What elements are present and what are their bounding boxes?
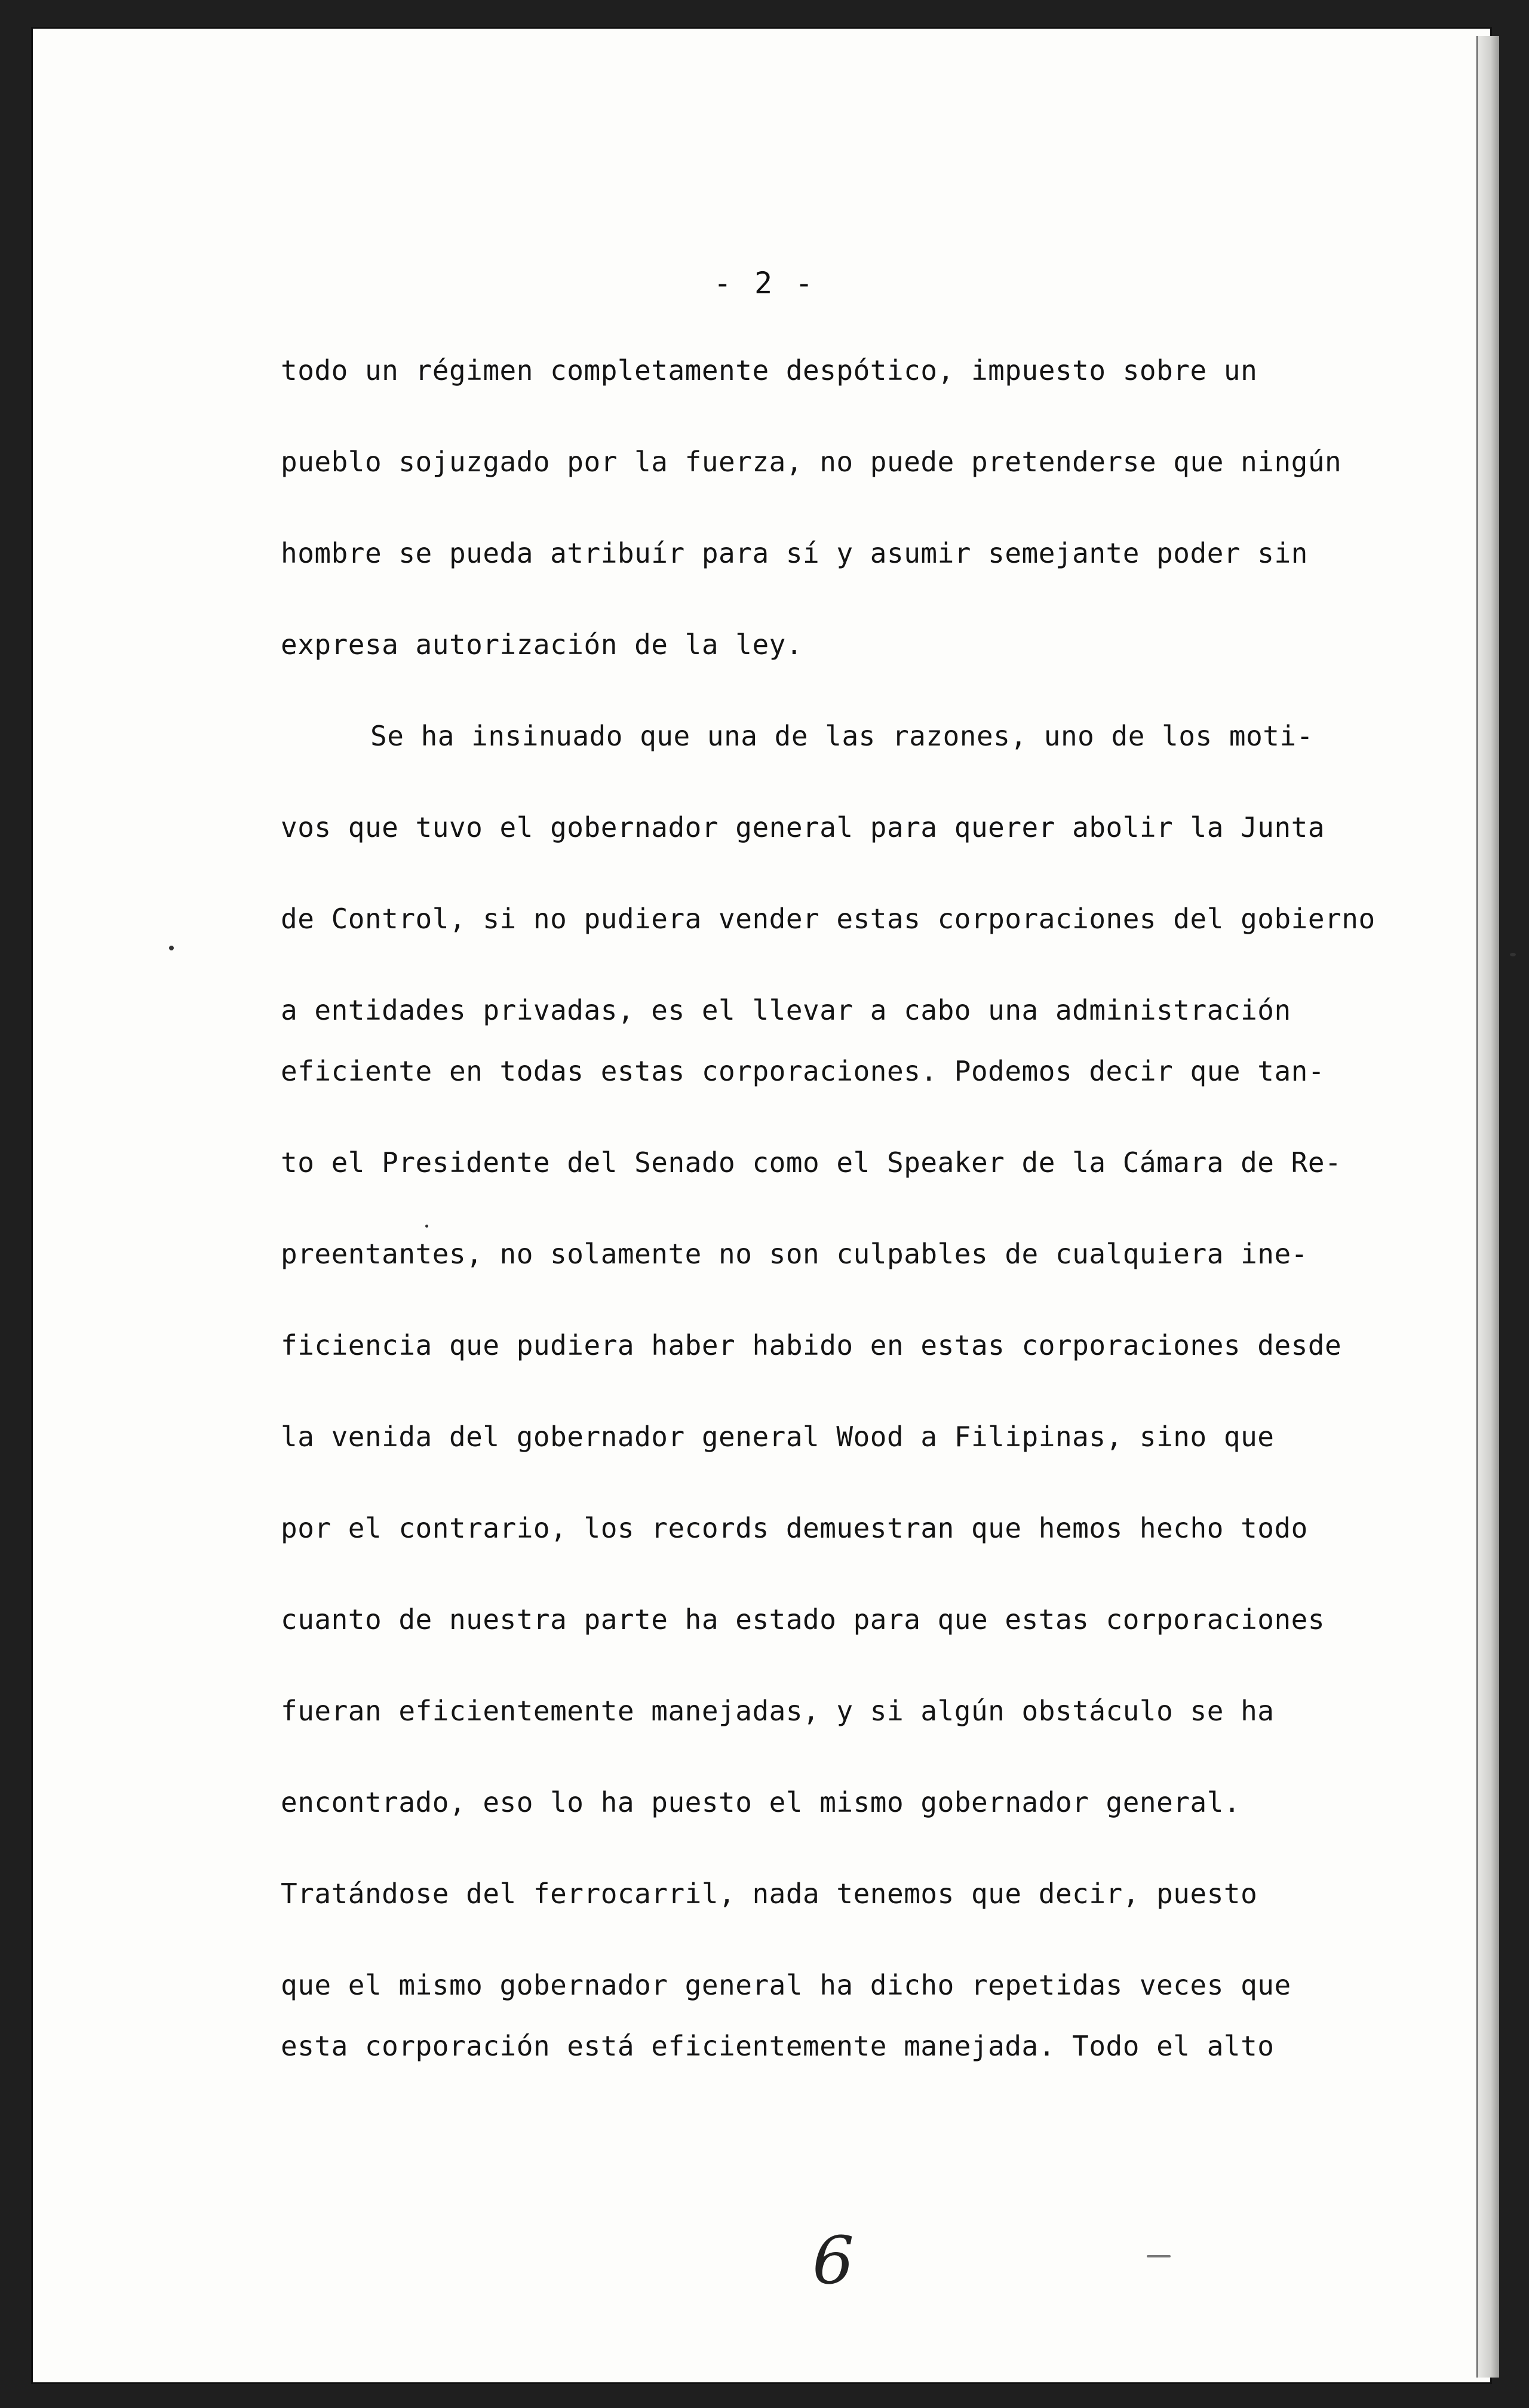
page-number: - 2 -: [713, 266, 816, 300]
text-line: la venida del gobernador general Wood a Filipinas, sino que: [281, 1421, 1275, 1453]
text-line: Tratándose del ferrocarril, nada tenemos que decir, puesto: [281, 1878, 1258, 1910]
text-line: hombre se pueda atribuír para sí y asumir semejante poder sin: [281, 537, 1308, 569]
text-line: por el contrario, los records demuestran que hemos hecho todo: [281, 1512, 1308, 1544]
text-line: a entidades privadas, es el llevar a cabo una administración: [281, 994, 1291, 1026]
page-edge: [1476, 36, 1499, 2378]
text-line: cuanto de nuestra parte ha estado para que estas corporaciones: [281, 1603, 1325, 1636]
scan-speck: [1147, 2255, 1171, 2257]
paragraph-start-line: Se ha insinuado que una de las razones, uno de los moti-: [370, 720, 1313, 752]
text-line: eficiente en todas estas corporaciones. Podemos decir que tan-: [281, 1055, 1325, 1087]
text-line: encontrado, eso lo ha puesto el mismo gobernador general.: [281, 1786, 1241, 1818]
scan-speck: [425, 1225, 428, 1228]
text-line: preentantes, no solamente no son culpables de cualquiera ine-: [281, 1238, 1308, 1270]
text-line: que el mismo gobernador general ha dicho repetidas veces que: [281, 1969, 1291, 2001]
text-line: todo un régimen completamente despótico, impuesto sobre un: [281, 354, 1258, 386]
text-line: ficiencia que pudiera haber habido en estas corporaciones desde: [281, 1329, 1342, 1361]
text-line: fueran eficientemente manejadas, y si algún obstáculo se ha: [281, 1695, 1275, 1727]
scan-speck: [169, 946, 174, 950]
text-line: esta corporación está eficientemente manejada. Todo el alto: [281, 2030, 1275, 2062]
scan-speck: [1510, 953, 1516, 956]
handwritten-page-number: 6: [812, 2222, 854, 2299]
text-line: to el Presidente del Senado como el Speaker de la Cámara de Re-: [281, 1146, 1342, 1179]
text-line: vos que tuvo el gobernador general para querer abolir la Junta: [281, 811, 1325, 843]
text-line: pueblo sojuzgado por la fuerza, no puede pretenderse que ningún: [281, 446, 1342, 478]
text-line: de Control, si no pudiera vender estas corporaciones del gobierno: [281, 903, 1376, 935]
text-line: expresa autorización de la ley.: [281, 628, 803, 661]
